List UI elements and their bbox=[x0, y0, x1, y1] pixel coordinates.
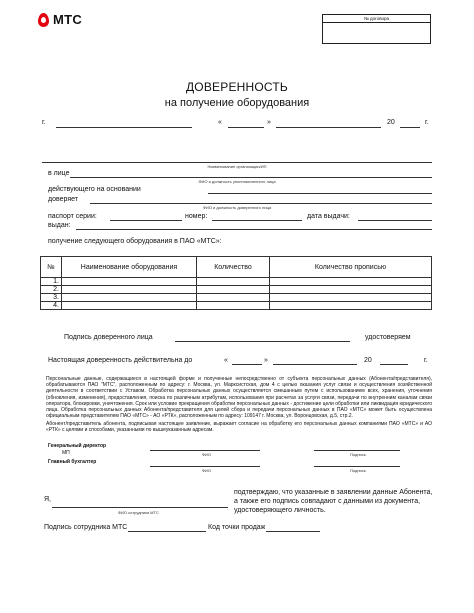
logo-text: МТС bbox=[53, 12, 83, 27]
director-signature-field[interactable] bbox=[314, 450, 400, 451]
equipment-name-cell[interactable] bbox=[62, 302, 197, 310]
validity-year-field[interactable] bbox=[380, 364, 408, 365]
passport-issue-date-field[interactable] bbox=[358, 220, 432, 221]
validity-day-field[interactable] bbox=[232, 364, 262, 365]
consent-notice: Абонент/представитель абонента, подписывая настоящее заявление, выражает согласие на обработку его персональных данных компаниями ПАО «МТС» и АО «РТК» с целями и способами, указанными по вышеуказанным адресам. bbox=[46, 421, 432, 434]
employee-ya-label: Я, bbox=[44, 496, 51, 503]
passport-number-field[interactable] bbox=[212, 220, 302, 221]
table-row[interactable] bbox=[41, 302, 432, 310]
date-close-quote: » bbox=[267, 119, 271, 126]
employee-signature-field[interactable] bbox=[128, 531, 206, 532]
employee-name-field[interactable] bbox=[52, 507, 228, 508]
validity-year-suffix: г. bbox=[424, 357, 428, 364]
director-name-field[interactable] bbox=[150, 450, 260, 451]
document-title: ДОВЕРЕННОСТЬ bbox=[185, 80, 288, 94]
header-quantity: Количество bbox=[197, 257, 270, 278]
director-sign-caption: Подпись bbox=[350, 452, 366, 457]
row-number: 1. bbox=[41, 278, 62, 286]
representative-field[interactable] bbox=[70, 177, 432, 178]
passport-issued-by-label: выдан: bbox=[48, 222, 71, 229]
table-row[interactable] bbox=[41, 286, 432, 294]
accountant-label: Главный бухгалтер bbox=[48, 459, 97, 465]
quantity-cell[interactable] bbox=[197, 278, 270, 286]
trustee-signature-label: Подпись доверенного лица bbox=[64, 334, 153, 341]
in-person-label: в лице bbox=[48, 170, 70, 177]
director-label: Генеральный директор bbox=[48, 443, 107, 449]
row-number: 2. bbox=[41, 286, 62, 294]
validity-label: Настоящая доверенность действительна до bbox=[48, 357, 193, 364]
passport-series-label: паспорт серии: bbox=[48, 213, 97, 220]
quantity-words-cell[interactable] bbox=[270, 286, 432, 294]
day-field[interactable] bbox=[228, 127, 264, 128]
document-subtitle: на получение оборудования bbox=[164, 97, 310, 109]
accountant-name-field[interactable] bbox=[150, 466, 260, 467]
table-row[interactable] bbox=[41, 294, 432, 302]
accountant-fio-caption: ФИО bbox=[202, 468, 212, 473]
equipment-name-cell[interactable] bbox=[62, 294, 197, 302]
employee-fio-caption: ФИО сотрудника МТС bbox=[118, 510, 159, 515]
contract-number-label: № договора bbox=[323, 16, 430, 23]
point-code-label: Код точки продаж bbox=[208, 524, 266, 531]
quantity-words-cell[interactable] bbox=[270, 294, 432, 302]
representative-caption: ФИО и должность уполномоченного лица bbox=[198, 179, 276, 184]
mts-egg-icon bbox=[38, 13, 49, 27]
row-number: 4. bbox=[41, 302, 62, 310]
contract-number-box[interactable] bbox=[322, 14, 431, 44]
year-field[interactable] bbox=[400, 127, 420, 128]
personal-data-notice: Персональные данные, содержащиеся в настоящей форме и полученные непосредственно от субъекта персональных данных (Абонента/представителя), обрабатываются ПАО "МТС", расположенным по адресу: г. Москва, ул. Марксистская, дом 4 с целью оказания услуг связи и осуществления хозяйственной деятельности в соответствии с Уставом. Обработка персональных данных осуществляется смешанным путем с использованием всех, хранения, уточнения (обновления, изменения), предоставления, поиска по различным атрибутам, использования при расчетах за услуги связи, передачи по внутренним каналам связи оператора, блокировки, уничтожения. Срок или условие прекращения обработки персональных данных - достижение цели обработки или ликвидация юридического лица. Обработка персональных данных Абонента/представителя для целей сбора и передачи персональных данных в ПАО «МТС» может быть осуществлена официальным представителем ПАО «МТС» - АО «РТК», расположенным по адресу: 109147 г. Москва, ул. Воронцовская, д.5, стр.2. bbox=[46, 376, 432, 420]
city-field[interactable] bbox=[56, 127, 192, 128]
certify-label: удостоверяем bbox=[365, 334, 411, 341]
header-quantity-words: Количество прописью bbox=[270, 257, 432, 278]
passport-issue-date-label: дата выдачи: bbox=[307, 213, 350, 220]
mts-logo bbox=[38, 12, 82, 27]
table-header-row bbox=[41, 257, 432, 278]
equipment-name-cell[interactable] bbox=[62, 286, 197, 294]
month-field[interactable] bbox=[276, 127, 381, 128]
stamp-place-label: МП bbox=[62, 450, 70, 456]
trustee-signature-field[interactable] bbox=[175, 341, 350, 342]
acting-basis-label: действующего на основании bbox=[48, 186, 141, 193]
quantity-cell[interactable] bbox=[197, 294, 270, 302]
passport-issued-by-field[interactable] bbox=[76, 229, 432, 230]
quantity-words-cell[interactable] bbox=[270, 302, 432, 310]
quantity-words-cell[interactable] bbox=[270, 278, 432, 286]
equipment-name-cell[interactable] bbox=[62, 278, 197, 286]
passport-series-field[interactable] bbox=[110, 220, 182, 221]
employee-confirmation-text: подтверждаю, что указанные в заявлении данные Абонента, а также его подпись совпадают с данными из документа, удостоверяющего личность. bbox=[234, 489, 433, 514]
year-suffix: г. bbox=[425, 119, 429, 126]
accountant-signature-field[interactable] bbox=[314, 466, 400, 467]
director-fio-caption: ФИО bbox=[202, 452, 212, 457]
date-open-quote: « bbox=[218, 119, 222, 126]
accountant-sign-caption: Подпись bbox=[350, 468, 366, 473]
trusts-label: доверяет bbox=[48, 196, 78, 203]
header-number: № bbox=[41, 257, 62, 278]
quantity-cell[interactable] bbox=[197, 286, 270, 294]
trustee-caption: ФИО и должность доверенного лица bbox=[202, 205, 272, 210]
acting-basis-field[interactable] bbox=[208, 193, 432, 194]
equipment-table bbox=[40, 256, 432, 310]
year-prefix: 20 bbox=[387, 119, 395, 126]
employee-signature-label: Подпись сотрудника МТС bbox=[44, 524, 128, 531]
passport-number-label: номер: bbox=[185, 213, 208, 220]
point-code-field[interactable] bbox=[266, 531, 320, 532]
organization-field[interactable] bbox=[42, 162, 432, 163]
city-prefix: г. bbox=[42, 119, 46, 126]
row-number: 3. bbox=[41, 294, 62, 302]
validity-month-field[interactable] bbox=[273, 364, 357, 365]
quantity-cell[interactable] bbox=[197, 302, 270, 310]
table-row[interactable] bbox=[41, 278, 432, 286]
validity-year-prefix: 20 bbox=[364, 357, 372, 364]
organization-caption: Наименование организации/ИП bbox=[207, 164, 267, 169]
validity-open-quote: « bbox=[224, 357, 228, 364]
validity-close-quote: » bbox=[264, 357, 268, 364]
trustee-field[interactable] bbox=[90, 203, 432, 204]
receive-equipment-label: получение следующего оборудования в ПАО «МТС»: bbox=[48, 238, 222, 245]
header-equipment-name: Наименование оборудования bbox=[62, 257, 197, 278]
